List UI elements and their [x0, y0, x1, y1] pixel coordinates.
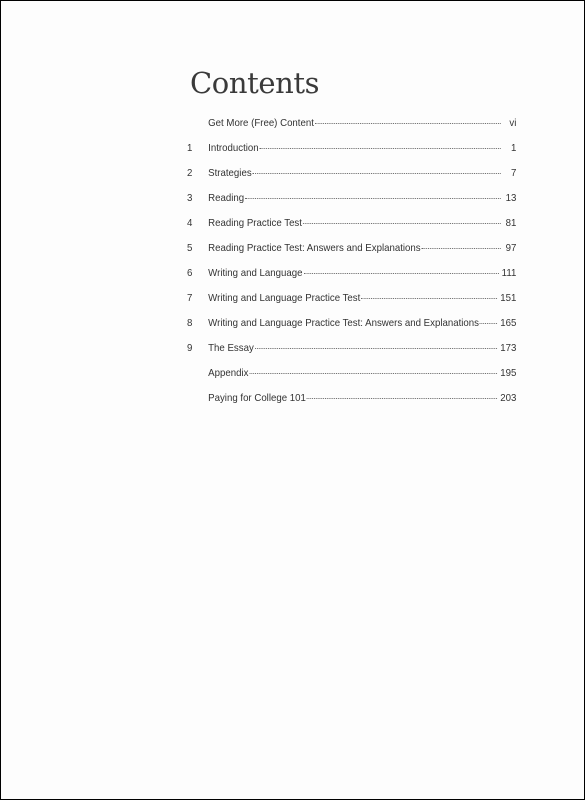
dot-leader: [253, 173, 501, 174]
chapter-title: Appendix: [208, 367, 249, 379]
chapter-title: Get More (Free) Content: [208, 117, 314, 129]
page-number: 165: [500, 317, 517, 329]
dot-leader: [303, 273, 498, 274]
page-number: 97: [505, 242, 517, 254]
page-number: 1: [510, 142, 517, 154]
dot-leader: [422, 248, 501, 249]
toc-entry: [187, 192, 516, 217]
page-number: 173: [500, 342, 517, 354]
toc-entry: [187, 167, 516, 192]
chapter-number: 2: [187, 167, 193, 179]
chapter-title: Writing and Language: [208, 267, 303, 279]
table-of-contents: [187, 117, 517, 417]
chapter-number: 5: [187, 242, 193, 254]
chapter-title: Reading Practice Test: Answers and Explanations: [208, 242, 421, 254]
chapter-number: 9: [187, 342, 193, 354]
dot-leader: [361, 298, 497, 299]
toc-entry: [187, 117, 516, 142]
chapter-number: 7: [187, 292, 193, 304]
chapter-number: 6: [187, 267, 193, 279]
dot-leader: [245, 198, 501, 199]
page-number: 195: [500, 367, 517, 379]
dot-leader: [255, 348, 498, 349]
chapter-title: Paying for College 101: [208, 392, 306, 404]
toc-entry: [187, 217, 516, 242]
toc-entry: [187, 142, 516, 167]
dot-leader: [315, 123, 501, 124]
chapter-title: Writing and Language Practice Test: [208, 292, 361, 304]
chapter-number: 8: [187, 317, 193, 329]
toc-entry: [187, 392, 516, 417]
page-number: 151: [500, 292, 517, 304]
page-number: 81: [505, 217, 517, 229]
toc-entry: [187, 342, 516, 367]
dot-leader: [307, 398, 498, 399]
chapter-number: 3: [187, 192, 193, 204]
chapter-title: Reading: [208, 192, 245, 204]
page-number: 7: [510, 167, 517, 179]
toc-entry: [187, 242, 516, 267]
page-number: 203: [500, 392, 517, 404]
dot-leader: [480, 323, 498, 324]
chapter-title: Introduction: [208, 142, 259, 154]
dot-leader: [249, 373, 497, 374]
page-number: vi: [509, 117, 517, 129]
page-number: 111: [501, 267, 517, 279]
dot-leader: [260, 148, 501, 149]
page-number: 13: [505, 192, 517, 204]
chapter-title: Writing and Language Practice Test: Answers and Explanations: [208, 317, 479, 329]
chapter-number: 1: [187, 142, 193, 154]
chapter-number: 4: [187, 217, 193, 229]
chapter-title: The Essay: [208, 342, 254, 354]
toc-entry: [187, 317, 516, 342]
page-title: Contents: [190, 66, 320, 100]
toc-entry: [187, 367, 516, 392]
chapter-title: Strategies: [208, 167, 252, 179]
toc-entry: [187, 292, 516, 317]
chapter-title: Reading Practice Test: [208, 217, 302, 229]
dot-leader: [303, 223, 501, 224]
toc-entry: [187, 267, 516, 292]
